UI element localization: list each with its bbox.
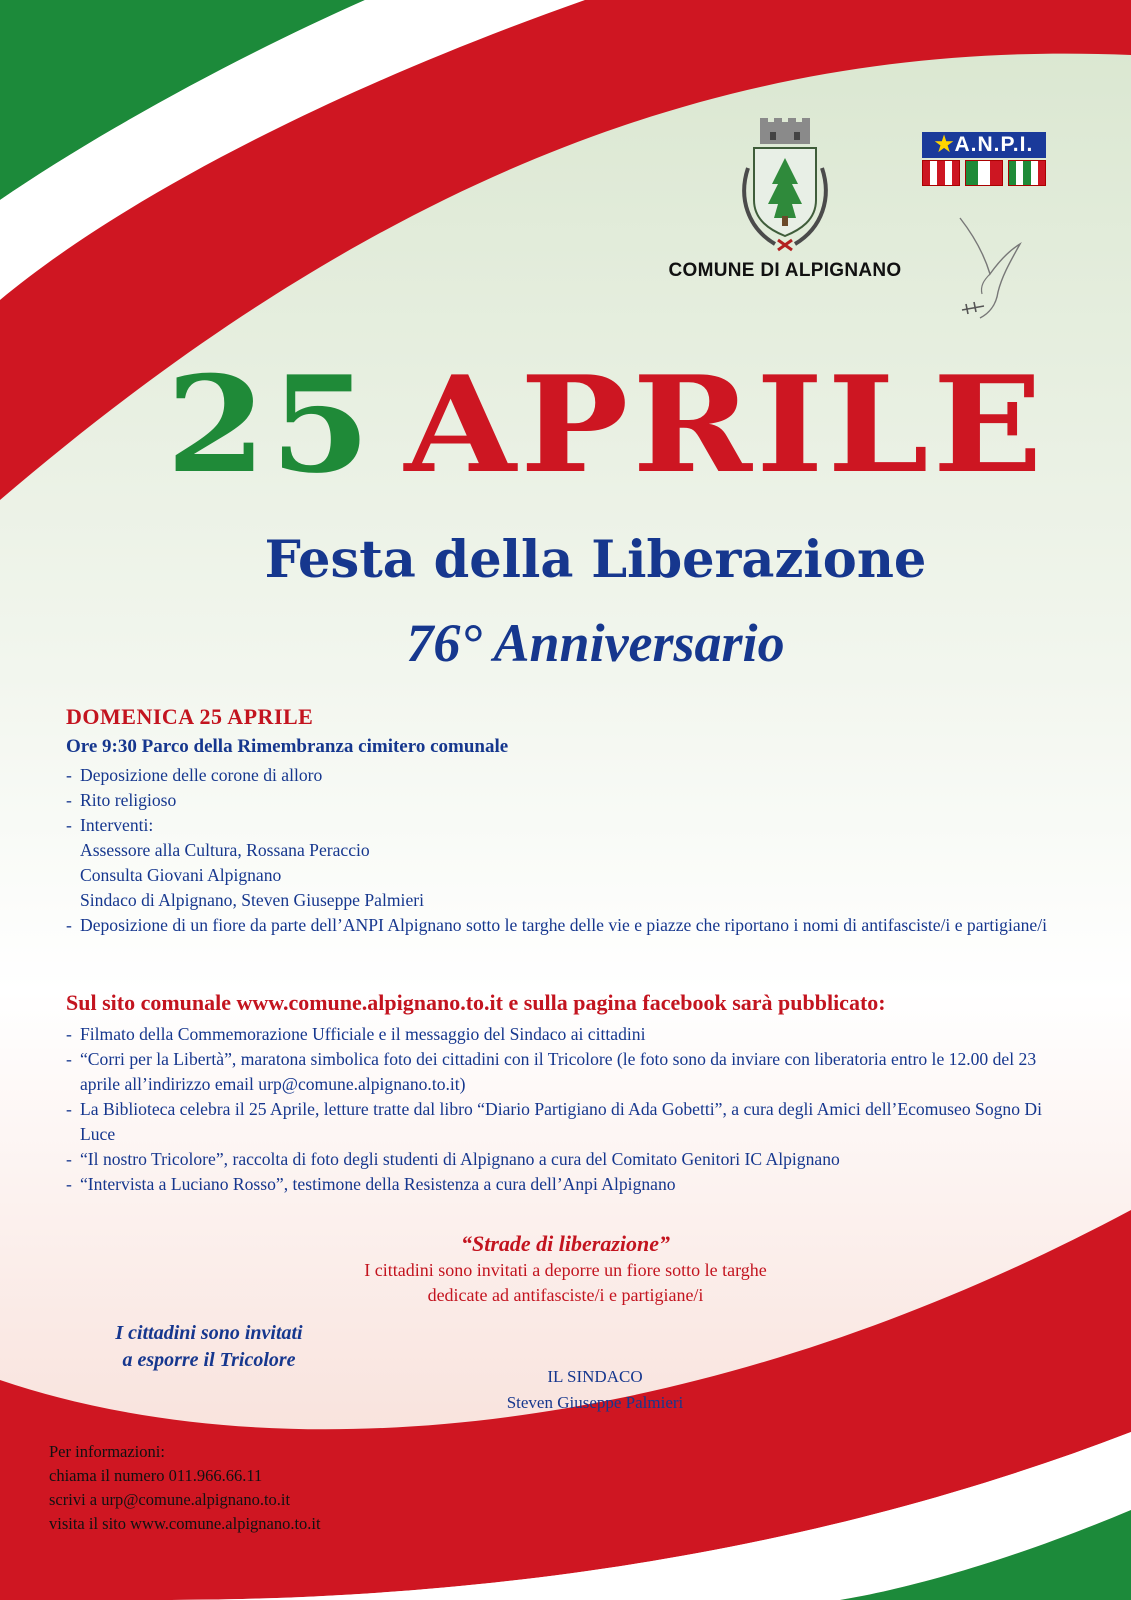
strade-text <box>0 1258 1131 1308</box>
title-number: 25 <box>166 346 375 503</box>
online-heading: Sul sito comunale www.comune.alpignano.to.it e sulla pagina facebook sarà pubblicato: <box>66 990 886 1015</box>
anpi-logo <box>922 132 1046 186</box>
info-line: chiama il numero 011.966.66.11 <box>49 1466 263 1485</box>
list-item: - Rito religioso <box>66 788 1076 813</box>
program-list <box>66 763 1076 938</box>
anpi-label: A.N.P.I. <box>954 133 1034 156</box>
speaker: Assessore alla Cultura, Rossana Peraccio <box>80 840 370 860</box>
strade-line: I cittadini sono invitati a deporre un fiore sotto le targhe <box>364 1260 767 1280</box>
flag-icon <box>1008 160 1046 186</box>
coat-of-arms-icon <box>730 118 840 258</box>
flag-icon <box>965 160 1003 186</box>
title-word: APRILE <box>404 346 1047 503</box>
list-item: - “Intervista a Luciano Rosso”, testimone della Resistenza a cura dell’Anpi Alpignano <box>66 1172 1076 1197</box>
strade-line: dedicate ad antifasciste/i e partigiane/i <box>427 1285 704 1305</box>
list-item: - Deposizione delle corone di alloro <box>66 763 1076 788</box>
speaker: Consulta Giovani Alpignano <box>80 865 282 885</box>
info-line: visita il sito www.comune.alpignano.to.it <box>49 1514 321 1533</box>
online-list <box>66 1022 1076 1197</box>
star-icon: ★ <box>934 133 955 156</box>
mayor-signature <box>470 1364 720 1416</box>
date-heading: DOMENICA 25 APRILE <box>66 704 314 729</box>
anniversary: 76° Anniversario <box>406 613 785 673</box>
list-item: - Interventi: <box>66 813 1076 838</box>
subtitle: Festa della Liberazione <box>264 530 927 590</box>
contact-info <box>49 1440 321 1536</box>
comune-name: COMUNE DI ALPIGNANO <box>668 260 902 281</box>
speaker: Sindaco di Alpignano, Steven Giuseppe Palmieri <box>80 890 425 910</box>
list-item: - Filmato della Commemorazione Ufficiale e il messaggio del Sindaco ai cittadini <box>66 1022 1076 1047</box>
strade-title: “Strade di liberazione” <box>460 1231 670 1256</box>
comune-logo-block <box>640 118 930 282</box>
list-item: - La Biblioteca celebra il 25 Aprile, letture tratte dal libro “Diario Partigiano di Ada Gobetti”, a cura degli Amici dell’Ecomuseo Sogno Di Luce <box>66 1097 1076 1147</box>
list-item: - “Il nostro Tricolore”, raccolta di foto degli studenti di Alpignano a cura del Comitato Genitori IC Alpignano <box>66 1147 1076 1172</box>
dove-icon <box>954 214 1024 338</box>
info-line: scrivi a urp@comune.alpignano.to.it <box>49 1490 291 1509</box>
main-title <box>166 346 1066 503</box>
anpi-label-box <box>922 132 1046 158</box>
time-place: Ore 9:30 Parco della Rimembranza cimitero comunale <box>66 736 509 757</box>
invite-line: a esporre il Tricolore <box>122 1349 296 1371</box>
info-line: Per informazioni: <box>49 1442 165 1461</box>
mayor-name: Steven Giuseppe Palmieri <box>506 1393 684 1412</box>
tricolore-invite <box>74 1320 344 1374</box>
invite-line: I cittadini sono invitati <box>115 1322 303 1344</box>
mayor-role: IL SINDACO <box>547 1367 643 1386</box>
list-item: - Deposizione di un fiore da parte dell’ANPI Alpignano sotto le targhe delle vie e piazze che riportano i nomi di antifasciste/i e partigiane/i <box>66 913 1076 938</box>
anpi-flags <box>922 160 1046 186</box>
list-item: - “Corri per la Libertà”, maratona simbolica foto dei cittadini con il Tricolore (le foto sono da inviare con liberatoria entro le 12.00 del 23 aprile all’indirizzo email urp@comune.alpignano.to.it) <box>66 1047 1076 1097</box>
flag-icon <box>922 160 960 186</box>
